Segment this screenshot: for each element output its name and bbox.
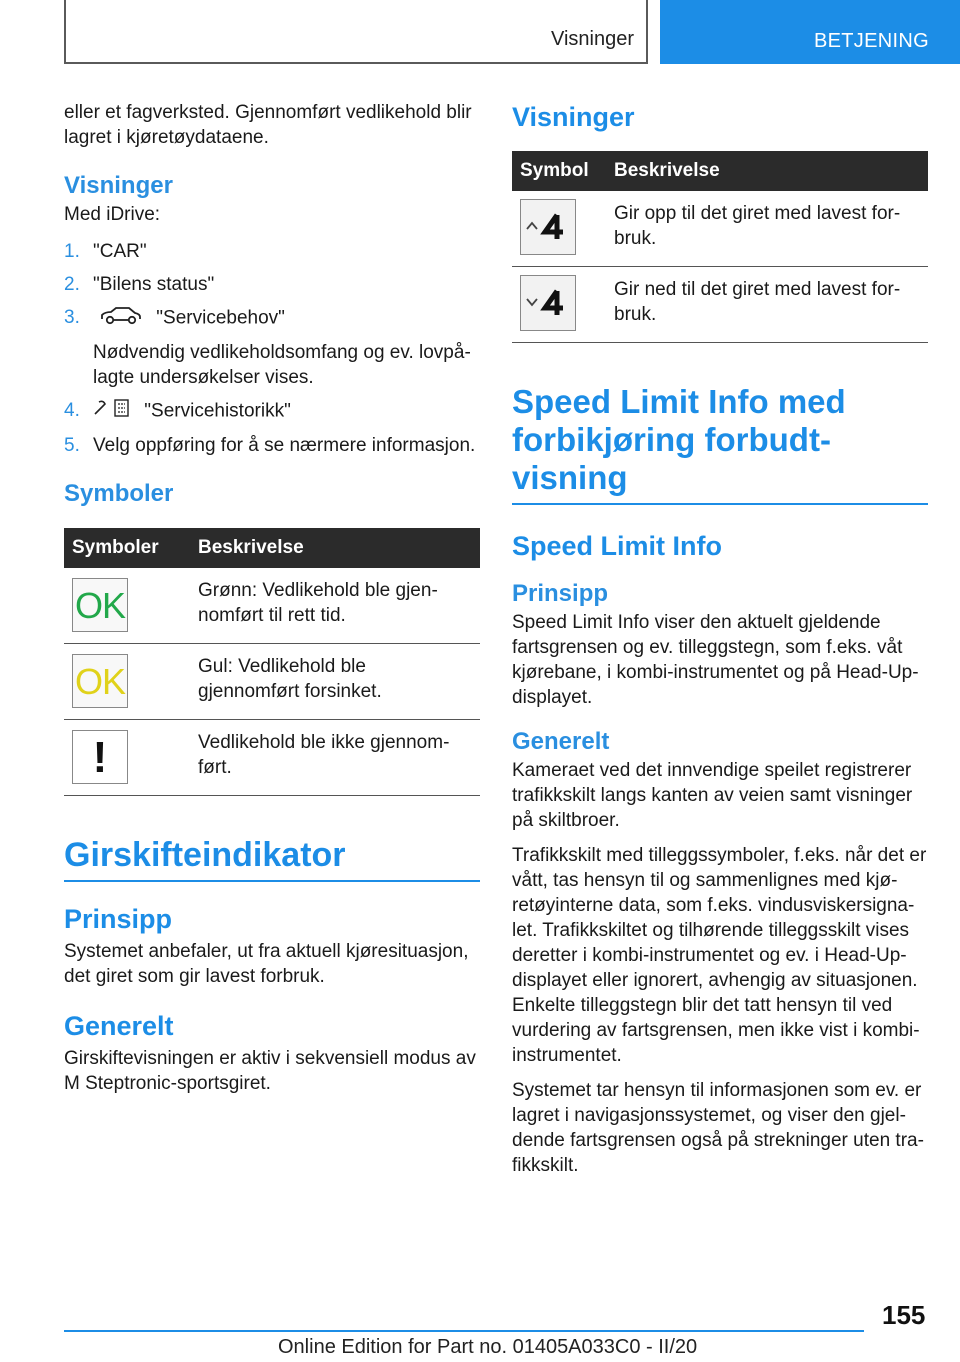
- generelt-paragraph-1: Kameraet ved det innvendige speilet registrerer trafikkskilt langs kanten av veien samt visninger på skiltbroer.: [512, 760, 913, 831]
- ok-yellow-symbol: OK: [74, 660, 125, 702]
- step-text: "CAR": [93, 241, 147, 262]
- step-text: "Servicebehov": [156, 307, 285, 329]
- footer-edition-text: Online Edition for Part no. 01405A033C0 - II/20: [278, 1336, 698, 1358]
- left-column: [64, 100, 480, 1106]
- table-row: [64, 644, 480, 720]
- header-section-label: Visninger: [550, 28, 634, 50]
- prinsipp-heading: Prinsipp: [64, 904, 173, 934]
- table-header-row: [64, 528, 480, 568]
- gear-down-icon: [520, 275, 576, 331]
- step-number: 5.: [64, 435, 80, 456]
- step-number: 1.: [64, 241, 80, 262]
- exclamation-icon: [72, 730, 128, 784]
- page-number: 155: [882, 1300, 926, 1330]
- prinsipp-paragraph: Systemet anbefaler, ut fra aktuell kjøresituasjon, det giret som gir lavest forbruk.: [64, 941, 469, 987]
- step-number: 2.: [64, 274, 80, 295]
- step-text: "Servicehistorikk": [144, 400, 291, 422]
- steps-list: [64, 239, 480, 458]
- gear-symbols-table: [512, 151, 928, 343]
- table-cell-description: Grønn: Vedlikehold ble gjennomført til rett tid.: [190, 568, 480, 644]
- step-item: [64, 272, 480, 297]
- med-idrive-text: Med iDrive:: [64, 204, 161, 225]
- table-cell-description: Vedlikehold ble ikke gjennomført.: [190, 720, 480, 796]
- symboler-heading: Symboler: [64, 480, 174, 507]
- ok-yellow-icon: [72, 654, 128, 708]
- table-header-row: [512, 151, 928, 191]
- table-row: [512, 267, 928, 343]
- step-item: [64, 305, 480, 390]
- generelt-heading: Generelt: [64, 1011, 174, 1041]
- table-header-cell: Symbol: [512, 151, 606, 191]
- generelt-paragraph: Girskiftevisningen er aktiv i sekvensiell modus av M Steptronic-sportsgiret.: [64, 1048, 476, 1094]
- service-history-icon: [93, 398, 131, 425]
- visninger-heading: Visninger: [64, 172, 173, 199]
- generelt-heading-right: Generelt: [512, 728, 610, 755]
- step-number: 3.: [64, 307, 80, 328]
- table-header-cell: Beskrivelse: [190, 528, 480, 568]
- step-number: 4.: [64, 400, 80, 421]
- step-item: [64, 239, 480, 264]
- step-item: [64, 433, 480, 458]
- table-row: [512, 191, 928, 267]
- table-header-cell: Symboler: [64, 528, 190, 568]
- header-section-tab: [64, 0, 648, 64]
- gear-up-icon: [520, 199, 576, 255]
- prinsipp-heading-right: Prinsipp: [512, 580, 609, 607]
- prinsipp-paragraph-right: Speed Limit Info viser den aktuelt gjeldende fartsgrensen og ev. tilleggstegn, som f.eks. våt kjørebane, i kombi-instrumentet og på Head-Up-displayet.: [512, 612, 919, 708]
- exclamation-symbol: !: [92, 732, 108, 782]
- symbols-table: [64, 528, 480, 796]
- step-note: Nødvendig vedlikeholdsomfang og ev. lovpålagte undersøkelser vises.: [93, 342, 471, 388]
- table-row: [64, 568, 480, 644]
- ok-green-symbol: OK: [74, 584, 125, 626]
- table-row: [64, 720, 480, 796]
- step-text: Velg oppføring for å se nærmere informasjon.: [93, 435, 476, 456]
- generelt-paragraph-2: Trafikkskilt med tilleggssymboler, f.eks. når det er vått, tas hensyn til og sammenlignes med kjøretøyinterne data, som f.eks. vindusviskersignalet. Trafikkskiltet og tilhørende tilleggsskilt vises deretter i kombi-instrumentet og ev. i Head-Up-displayet eller ignorert, avhengig av situasjonen. Enkelte tilleggstegn blir det tatt hensyn til ved vurdering av fartsgrensen, men ikke vist i kombiinstrumentet.: [512, 845, 927, 1066]
- table-cell-description: Gir opp til det giret med lavest forbruk.: [606, 191, 928, 267]
- table-cell-description: Gul: Vedlikehold ble gjennomført forsinket.: [190, 644, 480, 720]
- car-icon: [99, 305, 143, 332]
- intro-paragraph: eller et fagverksted. Gjennomført vedlikehold blir lagret i kjøretøydataene.: [64, 102, 472, 148]
- speed-limit-heading: Speed Limit Info med forbikjøring forbudt-visning: [512, 383, 928, 505]
- footer-divider: [64, 1330, 864, 1332]
- right-column: [512, 100, 928, 1188]
- sli-heading: Speed Limit Info: [512, 531, 723, 561]
- step-text: "Bilens status": [93, 274, 215, 295]
- header-chapter-label: BETJENING: [814, 30, 929, 52]
- table-cell-description: Gir ned til det giret med lavest forbruk.: [606, 267, 928, 343]
- table-header-cell: Beskrivelse: [606, 151, 928, 191]
- header-chapter-tab: [660, 0, 960, 64]
- ok-green-icon: [72, 578, 128, 632]
- step-item: [64, 398, 480, 425]
- generelt-paragraph-3: Systemet tar hensyn til informasjonen som ev. er lagret i navigasjonssystemet, og viser den gjeldende fartsgrensen også på strekninger uten trafikkskilt.: [512, 1080, 924, 1176]
- visninger-heading-right: Visninger: [512, 102, 635, 132]
- girskift-heading: Girskifteindikator: [64, 836, 480, 882]
